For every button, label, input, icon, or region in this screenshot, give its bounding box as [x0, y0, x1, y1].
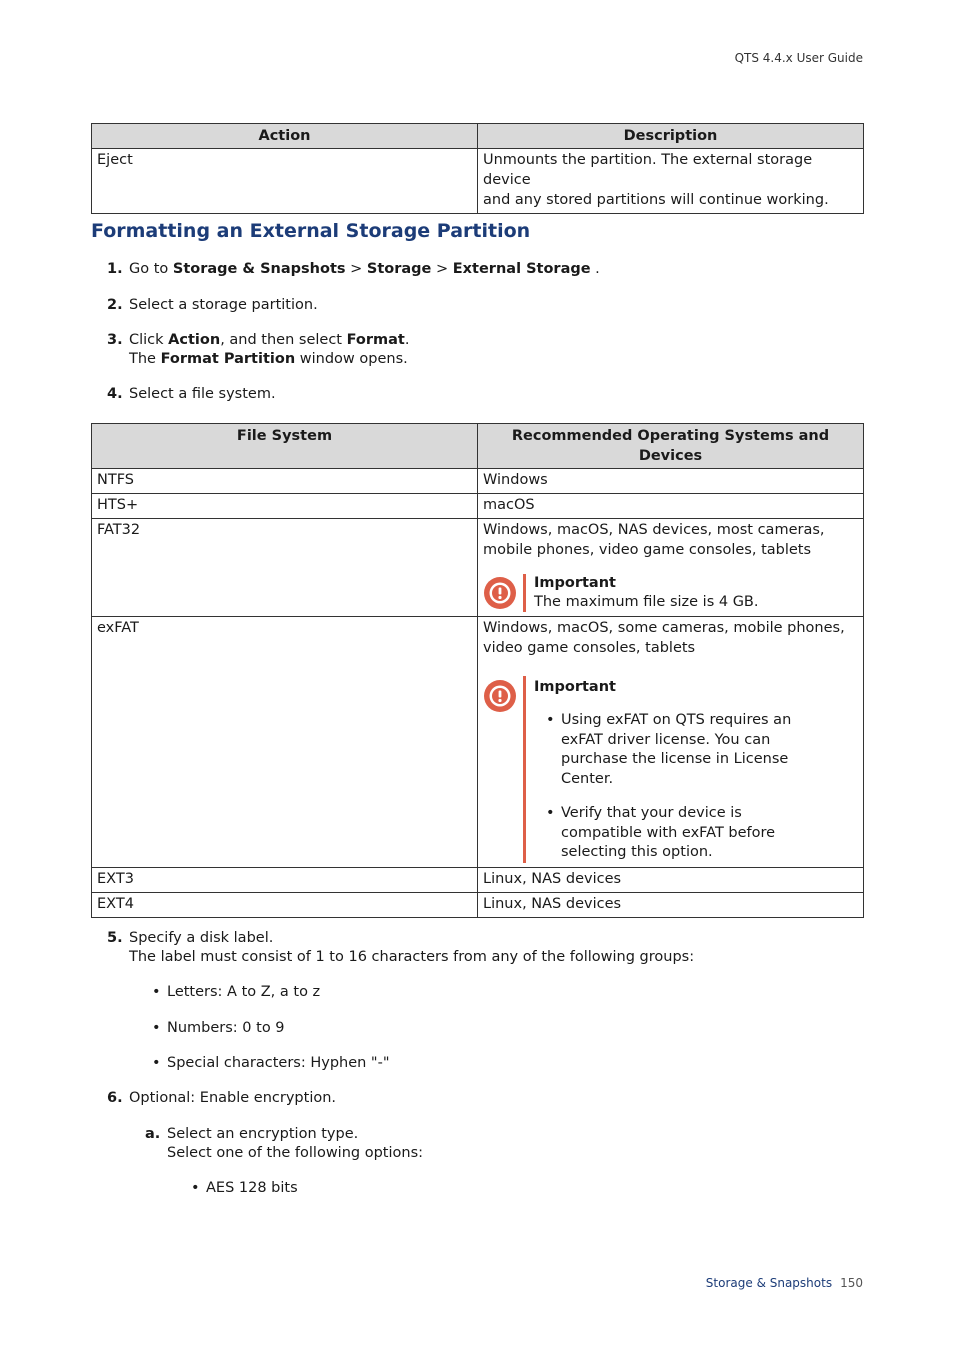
list-item-text: Verify that your device is compatible with exFAT before selecting this option.	[561, 805, 776, 860]
path-separator: >	[345, 261, 367, 277]
step-text: Select a file system.	[129, 386, 276, 402]
bullet-dot: •	[152, 1020, 161, 1036]
important-note	[483, 676, 858, 863]
action-cell: Eject	[92, 149, 478, 214]
important-accent-bar	[523, 676, 526, 863]
list-item-text: Using exFAT on QTS requires an exFAT driver license. You can purchase the license in License Center.	[561, 712, 792, 787]
table-row	[92, 867, 864, 892]
os-line: mobile phones, video game consoles, tablets	[483, 542, 812, 558]
step-number: a.	[145, 1126, 161, 1142]
os-line: Windows, macOS, NAS devices, most cameras,	[483, 522, 825, 538]
text-run: window opens.	[295, 351, 408, 367]
list-item-text: Letters: A to Z, a to z	[167, 984, 321, 1000]
table-header-row	[92, 124, 864, 149]
action-table	[91, 123, 864, 214]
menu-path-storage: Storage	[366, 261, 432, 277]
fs-cell: FAT32	[92, 519, 478, 617]
bullet-dot: •	[546, 805, 555, 821]
os-cell	[478, 617, 864, 868]
os-cell: macOS	[478, 494, 864, 519]
table-row	[92, 469, 864, 494]
step-number: 4.	[107, 386, 123, 402]
list-item-text: AES 128 bits	[206, 1180, 298, 1196]
fs-cell: NTFS	[92, 469, 478, 494]
exclamation-circle-icon	[483, 679, 517, 713]
os-cell: Linux, NAS devices	[478, 867, 864, 892]
text-run: .	[404, 332, 410, 348]
step-text: Select a storage partition.	[129, 297, 318, 313]
description-cell	[478, 149, 864, 214]
text-run: Select one of the following options:	[167, 1145, 424, 1161]
text-run: Click	[129, 332, 169, 348]
section-heading: Formatting an External Storage Partition	[91, 220, 531, 242]
important-note	[483, 574, 858, 612]
page-footer	[706, 1276, 863, 1290]
table-row	[92, 519, 864, 617]
step-text	[129, 331, 409, 369]
table-row	[92, 892, 864, 917]
running-header: QTS 4.4.x User Guide	[734, 51, 863, 65]
path-separator: >	[431, 261, 453, 277]
step-number: 2.	[107, 297, 123, 313]
text-run: The	[129, 351, 161, 367]
menu-path-external-storage: External Storage	[452, 261, 591, 277]
list-item-text: Special characters: Hyphen "-"	[167, 1055, 390, 1071]
description-line: Unmounts the partition. The external storage device	[483, 152, 813, 188]
menu-path-storage-snapshots: Storage & Snapshots	[172, 261, 346, 277]
step-number: 6.	[107, 1090, 123, 1106]
step-text	[129, 929, 694, 967]
os-cell: Windows	[478, 469, 864, 494]
step-text	[167, 1125, 423, 1163]
important-text: The maximum file size is 4 GB.	[534, 594, 759, 610]
text-run: Go to	[129, 261, 173, 277]
format-term: Format	[346, 332, 405, 348]
table-row	[92, 617, 864, 868]
important-body	[534, 574, 858, 612]
important-bullet-list	[534, 711, 858, 863]
os-cell	[478, 519, 864, 617]
important-title: Important	[534, 575, 616, 591]
important-accent-bar	[523, 574, 526, 612]
text-run: The label must consist of 1 to 16 characters from any of the following groups:	[129, 949, 695, 965]
bullet-dot: •	[191, 1180, 200, 1196]
os-line: video game consoles, tablets	[483, 640, 696, 656]
table-row	[92, 149, 864, 214]
footer-section-link[interactable]: Storage & Snapshots	[705, 1276, 833, 1290]
list-item	[534, 804, 826, 863]
bullet-dot: •	[152, 984, 161, 1000]
format-partition-term: Format Partition	[160, 351, 296, 367]
page-number: 150	[840, 1276, 863, 1290]
description-line: and any stored partitions will continue working.	[483, 192, 829, 208]
step-number: 3.	[107, 332, 123, 348]
important-title: Important	[534, 679, 616, 695]
os-cell: Linux, NAS devices	[478, 892, 864, 917]
column-header-description: Description	[478, 124, 864, 149]
step-text: Optional: Enable encryption.	[129, 1090, 337, 1106]
text-run: Specify a disk label.	[129, 930, 274, 946]
step-number: 5.	[107, 930, 123, 946]
fs-cell: EXT3	[92, 867, 478, 892]
bullet-dot: •	[546, 712, 555, 728]
text-run: .	[590, 261, 600, 277]
step-text	[129, 260, 600, 279]
fs-cell: HTS+	[92, 494, 478, 519]
text-run: , and then select	[220, 332, 347, 348]
column-header-file-system: File System	[92, 424, 478, 469]
text-run: Select an encryption type.	[167, 1126, 359, 1142]
exclamation-circle-icon	[483, 576, 517, 610]
list-item-text: Numbers: 0 to 9	[167, 1020, 285, 1036]
column-header-recommended-os: Recommended Operating Systems and Devices	[478, 424, 864, 469]
step-number: 1.	[107, 261, 123, 277]
action-term: Action	[168, 332, 221, 348]
file-system-table	[91, 423, 864, 918]
fs-cell: EXT4	[92, 892, 478, 917]
fs-cell: exFAT	[92, 617, 478, 868]
list-item	[534, 711, 826, 789]
table-header-row	[92, 424, 864, 469]
important-body	[534, 676, 858, 863]
os-line: Windows, macOS, some cameras, mobile phones,	[483, 620, 845, 636]
table-row	[92, 494, 864, 519]
bullet-dot: •	[152, 1055, 161, 1071]
column-header-action: Action	[92, 124, 478, 149]
